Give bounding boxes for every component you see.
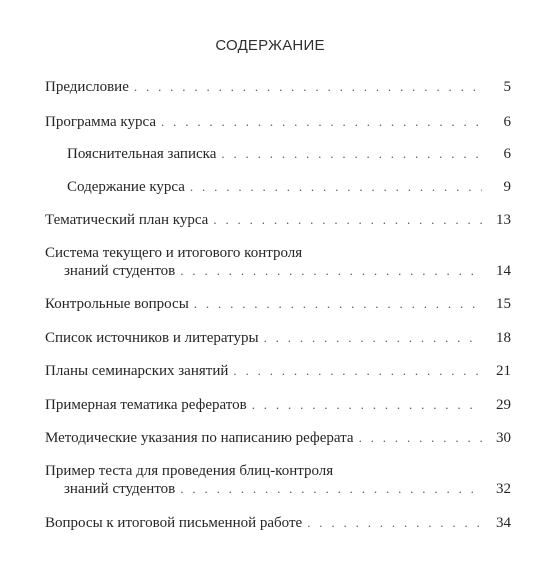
dot-leader: [180, 480, 482, 497]
toc-page-number: 15: [496, 296, 511, 312]
toc-page-number: 18: [496, 330, 511, 346]
toc-page-number: 34: [496, 515, 511, 531]
dot-leader: [307, 514, 482, 531]
toc-page-number: 6: [503, 114, 511, 130]
dot-leader: [233, 362, 482, 379]
toc-entry-test-example: [45, 463, 511, 498]
toc-page-number: 21: [496, 363, 511, 379]
toc-entry-label: Контрольные вопросы: [45, 296, 189, 312]
toc-entry-explanatory-note: [67, 145, 511, 163]
toc-entry-essay-topics: [45, 396, 511, 414]
toc-entry-label: Примерная тематика рефератов: [45, 397, 247, 413]
dot-leader: [252, 396, 482, 413]
toc-page-number: 14: [496, 263, 511, 279]
toc-page-number: 13: [496, 212, 511, 228]
toc-entry-control-system: [45, 245, 511, 280]
toc-entry-label: Предисловие: [45, 79, 129, 95]
toc-entry-label: Содержание курса: [67, 179, 185, 195]
toc-entry-course-program: [45, 113, 511, 131]
dot-leader: [180, 262, 482, 279]
toc-entry-label: Методические указания по написанию реферата: [45, 430, 354, 446]
toc-entry-thematic-plan: [45, 211, 511, 229]
dot-leader: [190, 178, 482, 195]
toc-entry-label: Пояснительная записка: [67, 146, 217, 162]
toc-entry-label: Список источников и литературы: [45, 330, 259, 346]
toc-entry-label-continued: знаний студентов: [64, 481, 176, 497]
toc-entry-essay-guidelines: [45, 429, 511, 447]
toc-entry-label: Планы семинарских занятий: [45, 363, 229, 379]
page-title: СОДЕРЖАНИЕ: [215, 37, 325, 54]
toc-page-number: 9: [503, 179, 511, 195]
toc-entry-label: Система текущего и итогового контроля: [45, 245, 303, 261]
toc-entry-label: Пример теста для проведения блиц-контроля: [45, 463, 334, 479]
toc-entry-label-continued: знаний студентов: [64, 263, 176, 279]
toc-page-number: 5: [503, 79, 511, 95]
toc-entry-label: Тематический план курса: [45, 212, 209, 228]
dot-leader: [264, 329, 482, 346]
dot-leader: [134, 78, 482, 95]
toc-entry-control-questions: [45, 295, 511, 313]
dot-leader: [161, 113, 482, 130]
toc-entry-final-work: [45, 514, 511, 532]
dot-leader: [194, 295, 482, 312]
toc-page-number: 32: [496, 481, 511, 497]
toc-page-number: 29: [496, 397, 511, 413]
toc-entry-seminar-plans: [45, 362, 511, 380]
toc-page-number: 30: [496, 430, 511, 446]
dot-leader: [221, 145, 482, 162]
toc-entry-label: Программа курса: [45, 114, 157, 130]
toc-entry-preface: [45, 78, 511, 96]
toc-entry-sources: [45, 329, 511, 347]
dot-leader: [213, 211, 482, 228]
toc-page-number: 6: [503, 146, 511, 162]
toc-entry-course-content: [67, 178, 511, 196]
toc-entry-label: Вопросы к итоговой письменной работе: [45, 515, 303, 531]
dot-leader: [359, 429, 482, 446]
